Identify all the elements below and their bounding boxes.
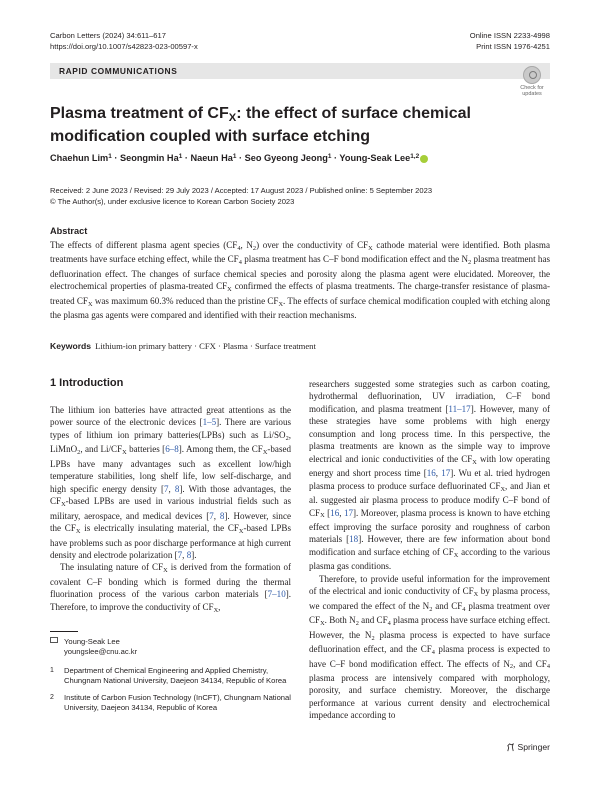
abstract-heading: Abstract: [50, 226, 88, 236]
running-header-left: [50, 30, 198, 52]
check-updates-icon: [523, 66, 541, 84]
intro-left-column: [50, 404, 291, 615]
history-dates: Received: 2 June 2023 / Revised: 29 July 2023 / Accepted: 17 August 2023 / Published online: 5 September 2023: [50, 186, 433, 195]
keywords-list: Lithium-ion primary battery · CFX · Plasma · Surface treatment: [95, 341, 316, 351]
publisher-mark: [506, 742, 550, 752]
running-header-right: [470, 30, 550, 52]
check-updates-label: Check for updates: [520, 85, 544, 97]
author-name: Young-Seak Lee: [339, 153, 411, 163]
section-label: RAPID COMMUNICATIONS: [59, 66, 178, 76]
author-name: Seongmin Ha: [119, 153, 179, 163]
article-history: [50, 186, 432, 207]
corresponding-author: [50, 637, 291, 647]
paragraph: researchers suggested some strategies such as carbon coating, hydrothermal defluorination, UV irradiation, C–F bond modification, and plasma treatment [11–17]. However, many of these strategies have some problems with high energy consumption and long process time. In this perspective, the plasma treatments are known as the simple way to improve electrical and ionic conductivities of the $CF_X$ with low operating energy and short process time [16, 17]. Wu et al. tried hydrogen plasma process to produce surface defluorinated $CF_X$, and Jian et al. suggested air plasma process to produce modify C–F bond of $CF_X$ [16, 17]. Moreover, plasma process is known to have etching effect improving the surface porosity and roughness of carbon materials [18]. However, there are few information about bond modification and surface etching of $CF_X$ according to the various plasma gas conditions.: [309, 379, 551, 572]
orcid-icon[interactable]: [420, 155, 428, 163]
intro-right-column: [309, 378, 550, 722]
intro-heading: 1 Introduction: [50, 377, 124, 389]
publisher-name: Springer: [517, 742, 550, 752]
keywords-label: Keywords: [50, 341, 92, 351]
author-name: Seo Gyeong Jeong: [244, 153, 328, 163]
article-title: Plasma treatment of $CF_X$: the effect of surface chemical modification coupled with surface etching: [50, 105, 471, 145]
paragraph: The insulating nature of $CF_X$ is derived from the formation of covalent C–F bonding which is formed during the thermal fluorination process of the various carbon materials [7–10]. Therefore, to improve the conductivity of $CF_X$,: [50, 562, 291, 614]
section-banner: [50, 63, 550, 79]
affiliation: 2 Institute of Carbon Fusion Technology (InCFT), Chungnam National University, Daejeon 34134, Republic of Korea: [50, 693, 291, 712]
springer-horse-icon: [506, 743, 515, 752]
abstract-text: The effects of different plasma agent species ($CF_4$, $N_2$) over the conductivity of $CF_X$ cathode material were identified. Both plasma treatments have surface etching effect, while the $CF_4$ plasma treatment has C–F bond modification effect and the $N_2$ plasma treatment has defluorination effect. The changes of surface chemical species and porosity along the plasma agent were elucidated. Moreover, the electrochemical properties of plasma-treated $CF_X$ confirmed the effects of plasma treatments. The charge-transfer resistance of plasma-treated $CF_X$ was maximum 60.3% reduced than the pristine $CF_X$. The effects of surface chemical modification coupled with etching along the plasma gas agents were compared and identified with their reaction mechanisms.: [50, 240, 551, 321]
copyright-line: © The Author(s), under exclusive licence to Korean Carbon Society 2023: [50, 196, 295, 206]
keywords-line: [50, 341, 316, 351]
print-issn: Print ISSN 1976-4251: [476, 42, 550, 51]
check-for-updates-badge[interactable]: [515, 66, 549, 100]
author-list: Chaehun Lim$^1$ · Seongmin $Ha^1$ · Naeun $Ha^1$ · Seo Gyeong Jeong$^1$ · Young-Seak Lee$^{1,2}$: [50, 153, 428, 163]
corresponding-email[interactable]: youngslee@cnu.ac.kr: [64, 647, 138, 656]
footnote-divider: [50, 631, 78, 632]
journal-citation: Carbon Letters (2024) 34:611–617: [50, 31, 166, 40]
affiliation: 1 Department of Chemical Engineering and Applied Chemistry, Chungnam National University, Daejeon 34134, Republic of Korea: [50, 666, 287, 685]
doi-link[interactable]: https://doi.org/10.1007/s42823-023-00597-x: [50, 42, 198, 51]
paragraph: Therefore, to provide useful information for the improvement of the electrical and ionic conductivity of $CF_X$ by plasma process, we compared the effect of the $N_2$ and $CF_4$ plasma treatment over $CF_X$. Both $N_2$ and $CF_4$ plasma process have surface etching effect. However, the $N_2$ plasma process is expected to have surface defluorination effect, and the $CF_4$ plasma process is expected to have C–F bond modification effect. The effects of $N_2$, and $CF_4$ plasma process are intensively compared with morphology, porosity, and surface chemistry. Moreover, the discharge performance at various current density and electrochemical impedance according to: [309, 573, 551, 721]
footnotes: [50, 637, 291, 713]
envelope-icon: [50, 637, 58, 643]
paragraph: The lithium ion batteries have attracted great attentions as the power source of the electronic devices [1–5]. There are various types of lithium ion primary batteries(LPBs) such as $Li/SO_2$, LiMnO$_2$, and $Li/CF_X$ batteries [6–8]. Among them, the $CF_X$-based LPBs have many advantages such as excellent low/high temperature stabilities, long shelf life, low self-discharge, and high specific energy density [7, 8]. With those advantages, the $CF_X$-based LPBs are used in various industrial fields such as military, aerospace, and medical devices [7, 8]. However, since the $CF_X$ is electrically insulating material, the $CF_X$-based LPBs have problems such as poor discharge performance at high current density and electrode polarization [7, 8].: [50, 405, 292, 560]
author-name: Chaehun Lim: [50, 153, 109, 163]
author-name: Naeun Ha: [190, 153, 233, 163]
corresponding-name: Young-Seak Lee: [64, 637, 120, 646]
online-issn: Online ISSN 2233-4998: [469, 31, 550, 40]
